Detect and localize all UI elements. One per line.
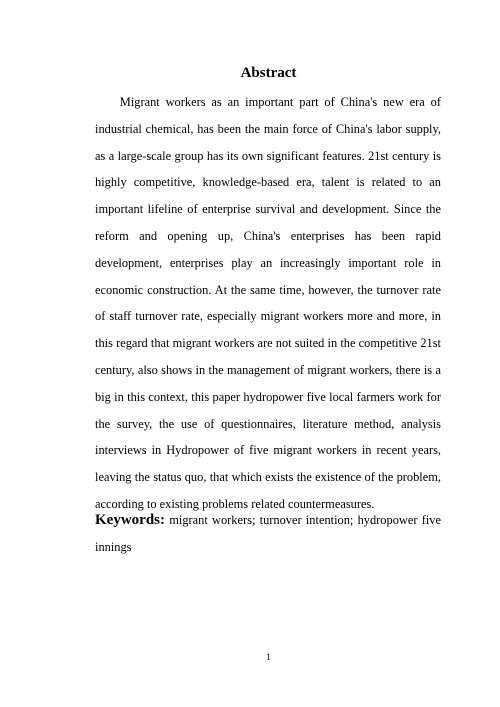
page-title: Abstract xyxy=(240,65,297,81)
keywords-text: migrant workers; turnover intention; hydropower five innings xyxy=(95,513,441,554)
page-number: 1 xyxy=(266,652,271,662)
keywords-label: Keywords: xyxy=(95,512,165,528)
keywords-line xyxy=(95,507,441,560)
abstract-paragraph: Migrant workers as an important part of China's new era of industrial chemical, has been the main force of China's labor supply, as a large-scale group has its own significant features. 21st century is highly competitive, knowledge-based era, talent is related to an important lifeline of enterprise survival and development. Since the reform and opening up, China's enterprises has been rapid development, enterprises play an increasingly important role in economic construction. At the same time, however, the turnover rate of staff turnover rate, especially migrant workers more and more, in this regard that migrant workers are not suited in the competitive 21st century, also shows in the management of migrant workers, there is a big in this context, this paper hydropower five local farmers work for the survey, the use of questionnaires, literature method, analysis interviews in Hydropower of five migrant workers in recent years, leaving the status quo, that which exists the existence of the problem, according to existing problems related countermeasures. xyxy=(95,95,441,511)
